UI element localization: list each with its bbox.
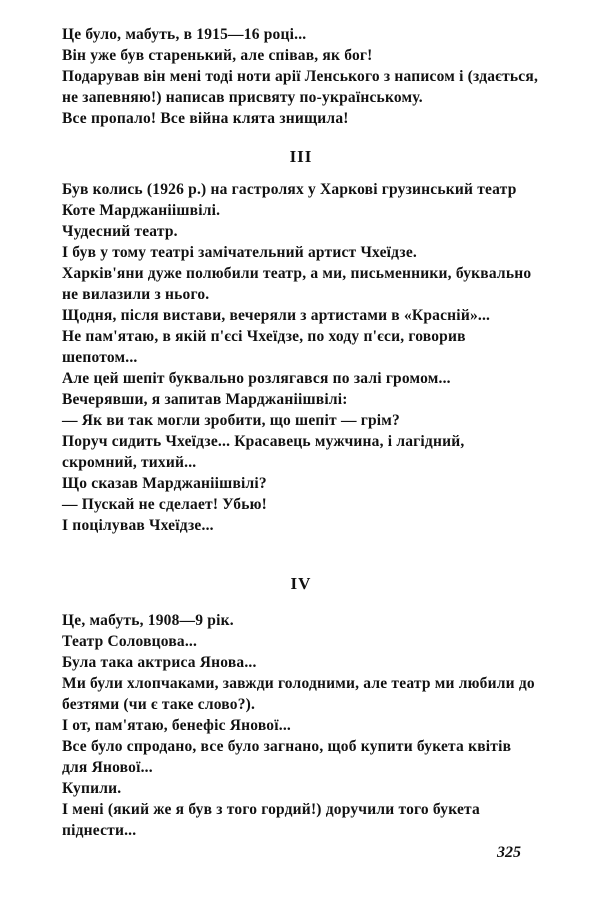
paragraph: Був колись (1926 р.) на гастролях у Харкові грузинський театр Коте Марджаніішвілі. — [62, 181, 517, 219]
paragraph: — Пускай не сделает! Убью! — [62, 496, 268, 513]
paragraph: Вечерявши, я запитав Марджаніішвілі: — [62, 391, 348, 408]
section-heading-iv: IV — [290, 574, 312, 593]
page-text — [62, 24, 540, 841]
paragraph: Це було, мабуть, в 1915—16 році... — [62, 26, 307, 43]
paragraph: Театр Соловцова... — [62, 633, 198, 650]
section-heading-iii: III — [289, 147, 313, 166]
paragraph: І був у тому театрі замічательний артист Чхеїдзе. — [62, 244, 417, 261]
paragraph: Але цей шепіт буквально розлягався по залі громом... — [62, 370, 451, 387]
paragraph: І поцілував Чхеїдзе... — [62, 517, 214, 534]
paragraph: Була така актриса Янова... — [62, 654, 257, 671]
paragraph: Щодня, після вистави, вечеряли з артистами в «Красній»... — [62, 307, 491, 324]
paragraph: Чудесний театр. — [62, 223, 178, 240]
paragraph: Харків'яни дуже полюбили театр, а ми, письменники, буквально не вилазили з нього. — [62, 265, 532, 303]
paragraph: Він уже був старенький, але співав, як бог! — [62, 47, 373, 64]
page-number: 325 — [497, 844, 521, 861]
paragraph: — Як ви так могли зробити, що шепіт — грім? — [62, 412, 400, 429]
paragraph: Не пам'ятаю, в якій п'єсі Чхеїдзе, по ходу п'єси, говорив шепотом... — [62, 328, 466, 366]
paragraph: І мені (який же я був з того гордий!) доручили того букета піднести... — [62, 801, 480, 839]
paragraph: Що сказав Марджаніішвілі? — [62, 475, 267, 492]
paragraph: Купили. — [62, 780, 122, 797]
paragraph: Подарував він мені тоді ноти арії Ленського з написом і (здається, не запевняю!) написав присвяту по-українському. — [62, 68, 539, 106]
paragraph: Все було спродано, все було загнано, щоб купити букета квітів для Янової... — [62, 738, 512, 776]
paragraph: Поруч сидить Чхеїдзе... Красавець мужчина, і лагідний, скромний, тихий... — [62, 433, 465, 471]
paragraph: Ми були хлопчаками, завжди голодними, але театр ми любили до безтями (чи є таке слово?). — [62, 675, 535, 713]
paragraph: Це, мабуть, 1908—9 рік. — [62, 612, 234, 629]
paragraph: І от, пам'ятаю, бенефіс Янової... — [62, 717, 291, 734]
paragraph: Все пропало! Все війна клята знищила! — [62, 110, 349, 127]
